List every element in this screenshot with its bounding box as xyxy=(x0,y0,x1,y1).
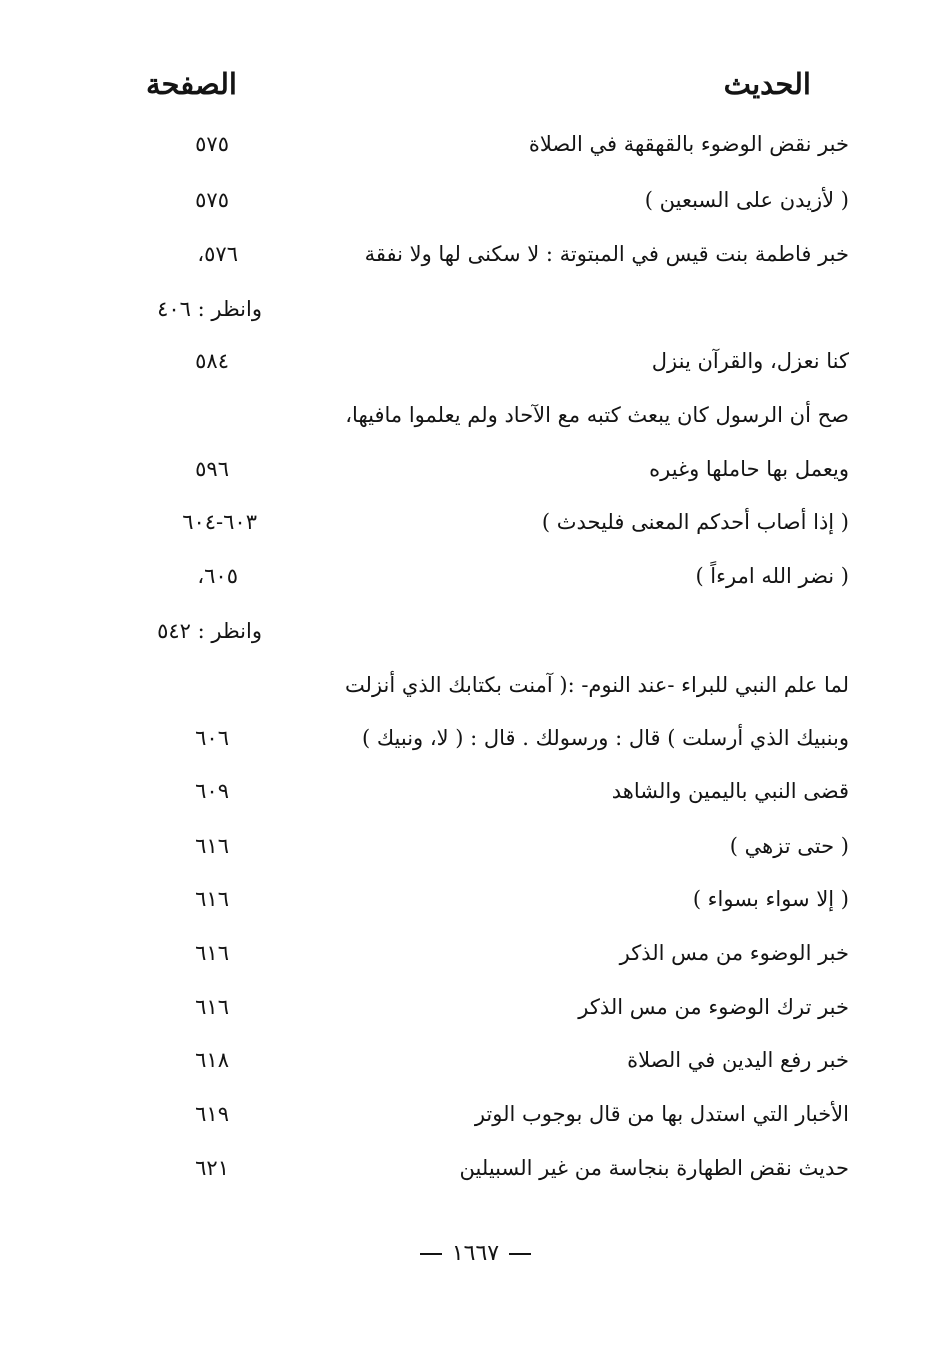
hadith-text: خبر نقض الوضوء بالقهقهة في الصلاة xyxy=(528,132,849,156)
see-also-reference: وانظر : ٤٠٦ xyxy=(157,297,262,321)
index-row xyxy=(0,662,951,708)
page-reference: ٦١٦ xyxy=(195,995,229,1019)
hadith-text: خبر ترك الوضوء من مس الذكر xyxy=(578,995,849,1019)
see-also-reference: وانظر : ٥٤٢ xyxy=(157,619,262,643)
column-header-hadith: الحديث xyxy=(723,67,811,101)
page-reference: ٥٧٥ xyxy=(195,188,229,212)
hadith-text: ( نضر الله امرءاً ) xyxy=(695,564,849,588)
hadith-text: ( لأزيدن على السبعين ) xyxy=(644,188,849,212)
hadith-text: كنا نعزل، والقرآن ينزل xyxy=(651,349,849,373)
footer-dash-right xyxy=(509,1253,531,1255)
page-reference: ٦٠٥، xyxy=(197,564,238,588)
index-row xyxy=(0,446,951,492)
index-row xyxy=(0,177,951,223)
index-row xyxy=(0,231,951,277)
hadith-text: خبر الوضوء من مس الذكر xyxy=(619,941,849,965)
page-reference: ٦١٦ xyxy=(195,887,229,911)
index-row xyxy=(0,392,951,438)
hadith-text: ويعمل بها حاملها وغيره xyxy=(649,457,849,481)
index-row xyxy=(0,608,951,654)
index-row xyxy=(0,984,951,1030)
page-reference: ٥٩٦ xyxy=(195,457,229,481)
index-row xyxy=(0,768,951,814)
page-reference: ٦١٩ xyxy=(195,1102,229,1126)
index-row xyxy=(0,553,951,599)
page-reference: ٦٠٦ xyxy=(195,726,229,750)
index-row xyxy=(0,1091,951,1137)
hadith-text: ( إلا سواء بسواء ) xyxy=(692,887,849,911)
page-reference: ٦٢١ xyxy=(195,1156,229,1180)
page-reference: ٦١٦ xyxy=(195,941,229,965)
hadith-text: قضى النبي باليمين والشاهد xyxy=(611,779,849,803)
hadith-text: ( إذا أصاب أحدكم المعنى فليحدث ) xyxy=(541,510,849,534)
page-reference: ٥٨٤ xyxy=(195,349,229,373)
index-row xyxy=(0,823,951,869)
index-row xyxy=(0,1145,951,1191)
index-row xyxy=(0,121,951,167)
page-reference: ٥٧٥ xyxy=(195,132,229,156)
index-row xyxy=(0,499,951,545)
index-row xyxy=(0,930,951,976)
hadith-text: حديث نقض الطهارة بنجاسة من غير السبيلين xyxy=(459,1156,849,1180)
index-row xyxy=(0,286,951,332)
index-row xyxy=(0,876,951,922)
page-reference: ٦٠٩ xyxy=(195,779,229,803)
page-reference: ٦١٦ xyxy=(195,834,229,858)
footer-dash-left xyxy=(420,1253,442,1255)
hadith-text: خبر فاطمة بنت قيس في المبتوتة : لا سكنى لها ولا نفقة xyxy=(364,242,849,266)
page-reference: ٦٠٣-٦٠٤ xyxy=(182,510,257,534)
hadith-text: ( حتى تزهي ) xyxy=(729,834,849,858)
hadith-text: لما علم النبي للبراء -عند النوم- :( آمنت بكتابك الذي أنزلت xyxy=(344,673,849,697)
hadith-text: صح أن الرسول كان يبعث كتبه مع الآحاد ولم يعلموا مافيها، xyxy=(345,403,849,427)
page-footer xyxy=(0,1234,951,1274)
page-reference: ٥٧٦، xyxy=(197,242,238,266)
page-reference: ٦١٨ xyxy=(195,1048,229,1072)
index-row xyxy=(0,715,951,761)
hadith-text: وبنبيك الذي أرسلت ) قال : ورسولك . قال : ( لا، ونبيك ) xyxy=(361,726,849,750)
index-row xyxy=(0,338,951,384)
column-header-page: الصفحة xyxy=(146,67,237,101)
page-number: ١٦٦٧ xyxy=(451,1241,500,1266)
index-row xyxy=(0,1037,951,1083)
hadith-text: خبر رفع اليدين في الصلاة xyxy=(627,1048,849,1072)
hadith-text: الأخبار التي استدل بها من قال بوجوب الوتر xyxy=(474,1102,849,1126)
